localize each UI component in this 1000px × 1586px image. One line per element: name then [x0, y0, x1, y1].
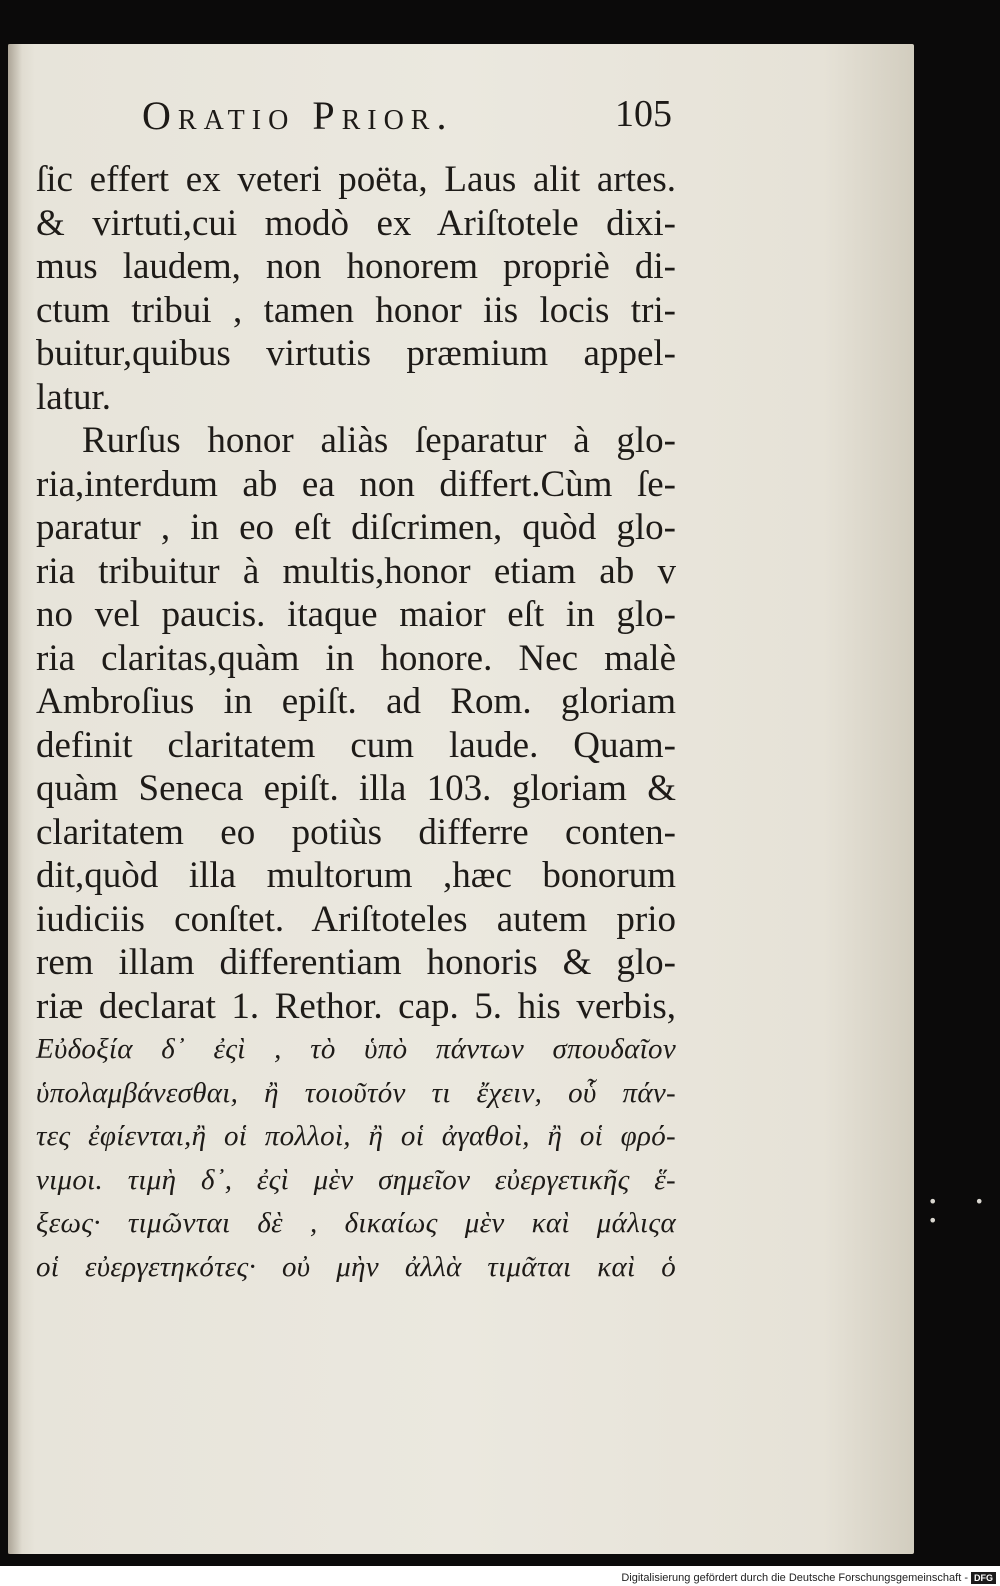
text-line: mus laudem, non honorem propriè di-: [36, 246, 676, 287]
text-line: ria claritas,quàm in honore. Nec malè: [36, 637, 676, 679]
text-line: rem illam differentiam honoris & glo-: [36, 942, 676, 983]
text-line: quàm Seneca epiſt. illa 103. gloriam &: [36, 768, 676, 809]
page-number: 105: [615, 93, 672, 135]
text-line: dit,quòd illa multorum ,hæc bonorum: [36, 855, 676, 896]
credit-text: Digitalisierung gefördert durch die Deutsche Forschungsgemeinschaft -: [621, 1571, 968, 1584]
text-line: latur.: [36, 376, 112, 418]
text-line: ria,interdum ab ea non differt.Cùm ſe-: [36, 463, 676, 505]
text-line: iudiciis conſtet. Ariſtoteles autem prio: [36, 898, 676, 940]
running-title: Oratio Prior.: [142, 93, 454, 138]
dfg-logo: DFG: [971, 1572, 996, 1584]
text-line: Ambroſius in epiſt. ad Rom. gloriam: [36, 681, 676, 722]
greek-line: ξεως· τιμῶνται δὲ , δικαίως μὲν καὶ μάλιςα: [36, 1207, 676, 1239]
edge-marks: • • •: [928, 1192, 1000, 1230]
text-line: paratur , in eo eſt diſcrimen, quòd glo-: [36, 507, 676, 548]
greek-line: νιμοι. τιμὴ δ᾽, ἐςὶ μὲν σημεῖον εὐεργετικῆς ἕ-: [36, 1163, 676, 1196]
text-line: ſic effert ex veteri poëta, Laus alit artes.: [36, 159, 676, 200]
page-gutter-shadow: [8, 44, 22, 1554]
text-line: no vel paucis. itaque maior eſt in glo-: [36, 594, 676, 635]
page-header: [142, 92, 682, 152]
body-text: [36, 158, 676, 1289]
greek-line: ὑπολαμβάνεσθαι, ἢ τοιοῦτόν τι ἔχειν, οὗ πάν-: [36, 1076, 676, 1109]
greek-line: οἱ εὐεργετηκότες· οὐ μὴν ἀλλὰ τιμᾶται καὶ ὁ: [36, 1250, 676, 1283]
digitization-credit: [621, 1572, 996, 1584]
text-line: claritatem eo potiùs differre conten-: [36, 811, 676, 853]
text-line: riæ declarat 1. Rethor. cap. 5. his verbis,: [36, 985, 676, 1027]
greek-line: Εὐδοξία δ᾽ ἐςὶ , τὸ ὑπὸ πάντων σπουδαῖον: [36, 1033, 676, 1065]
text-line: buitur,quibus virtutis præmium appel-: [36, 333, 676, 374]
text-line: ria tribuitur à multis,honor etiam ab v: [36, 550, 676, 592]
text-line: definit claritatem cum laude. Quam-: [36, 724, 676, 766]
greek-line: τες ἐφίενται,ἢ οἱ πολλοὶ, ἢ οἱ ἀγαθοὶ, ἢ οἱ φρό-: [36, 1120, 676, 1152]
text-line: & virtuti,cui modò ex Ariſtotele dixi-: [36, 202, 676, 244]
text-line: ctum tribui , tamen honor iis locis tri-: [36, 289, 676, 331]
text-line: Rurſus honor aliàs ſeparatur à glo-: [82, 420, 676, 461]
